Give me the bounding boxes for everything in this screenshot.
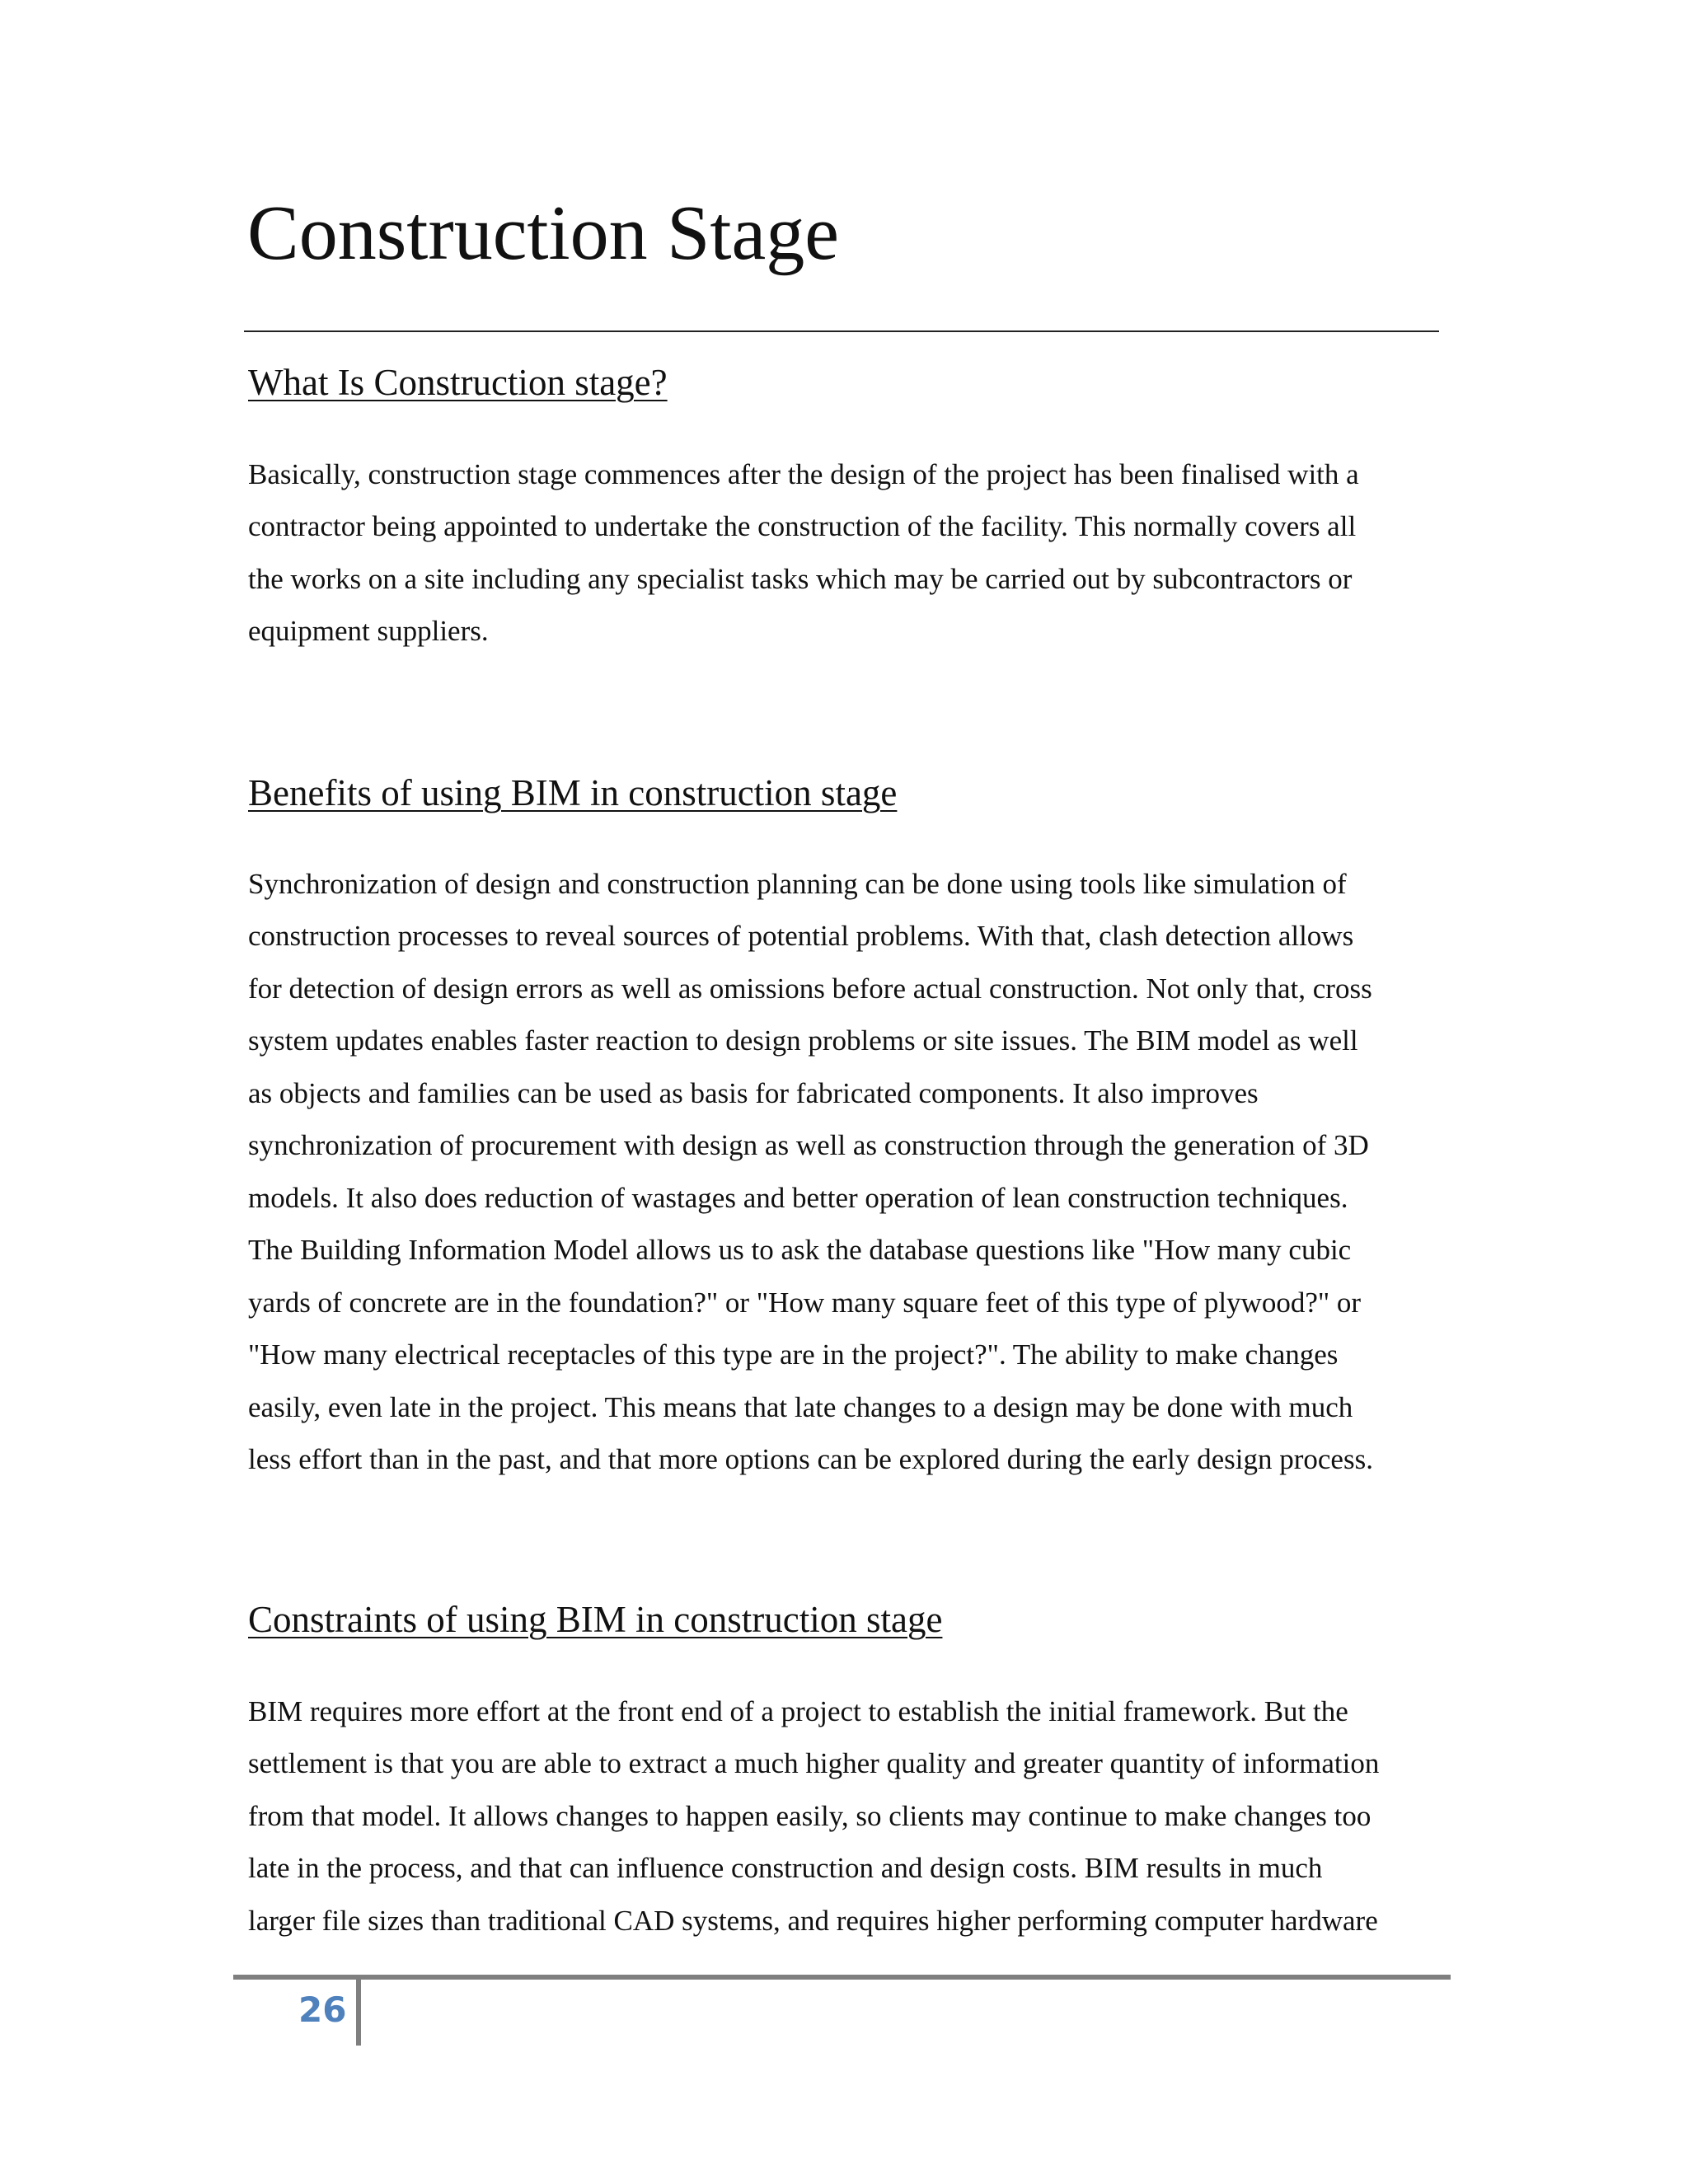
paragraph-line: the works on a site including any specialist tasks which may be carried out by subcontractors or xyxy=(248,563,1353,595)
paragraph-line: Basically, construction stage commences after the design of the project has been finalised with a xyxy=(248,458,1359,490)
section-heading-benefits: Benefits of using BIM in construction stage xyxy=(248,772,898,813)
section-heading-what-is-construction-stage: What Is Construction stage? xyxy=(248,362,668,403)
paragraph-line: larger file sizes than traditional CAD systems, and requires higher performing computer hardware xyxy=(248,1905,1378,1937)
paragraph-line: synchronization of procurement with design as well as construction through the generation of 3D xyxy=(248,1129,1369,1161)
paragraph-line: less effort than in the past, and that more options can be explored during the early design process. xyxy=(248,1443,1373,1475)
paragraph-line: from that model. It allows changes to happen easily, so clients may continue to make changes too xyxy=(248,1800,1372,1832)
footer-divider xyxy=(356,1980,361,2046)
paragraph-line: models. It also does reduction of wastages and better operation of lean construction techniques. xyxy=(248,1182,1348,1214)
paragraph-line: BIM requires more effort at the front end of a project to establish the initial framework. But the xyxy=(248,1695,1348,1727)
section-heading-constraints: Constraints of using BIM in construction stage xyxy=(248,1599,943,1640)
paragraph-line: construction processes to reveal sources of potential problems. With that, clash detection allows xyxy=(248,920,1354,952)
paragraph-line: system updates enables faster reaction to design problems or site issues. The BIM model as well xyxy=(248,1024,1358,1057)
paragraph-line: as objects and families can be used as basis for fabricated components. It also improves xyxy=(248,1077,1259,1109)
footer-rule xyxy=(233,1975,1451,1980)
paragraph-line: equipment suppliers. xyxy=(248,615,489,647)
paragraph-line: for detection of design errors as well as omissions before actual construction. Not only that, cross xyxy=(248,972,1372,1005)
title-divider xyxy=(244,330,1439,332)
paragraph-line: "How many electrical receptacles of this type are in the project?". The ability to make changes xyxy=(248,1338,1339,1371)
paragraph-line: The Building Information Model allows us to ask the database questions like "How many cubic xyxy=(248,1234,1352,1266)
paragraph-line: settlement is that you are able to extract a much higher quality and greater quantity of information xyxy=(248,1747,1380,1779)
paragraph-line: contractor being appointed to undertake the construction of the facility. This normally covers all xyxy=(248,510,1357,542)
paragraph-line: easily, even late in the project. This means that late changes to a design may be done with much xyxy=(248,1391,1353,1423)
page-number: 26 xyxy=(298,1990,347,2030)
paragraph-line: yards of concrete are in the foundation?" or "How many square feet of this type of plywood?" or xyxy=(248,1286,1362,1319)
page-title: Construction Stage xyxy=(247,190,839,276)
paragraph-line: late in the process, and that can influence construction and design costs. BIM results in much xyxy=(248,1852,1323,1884)
paragraph-line: Synchronization of design and construction planning can be done using tools like simulation of xyxy=(248,868,1347,900)
